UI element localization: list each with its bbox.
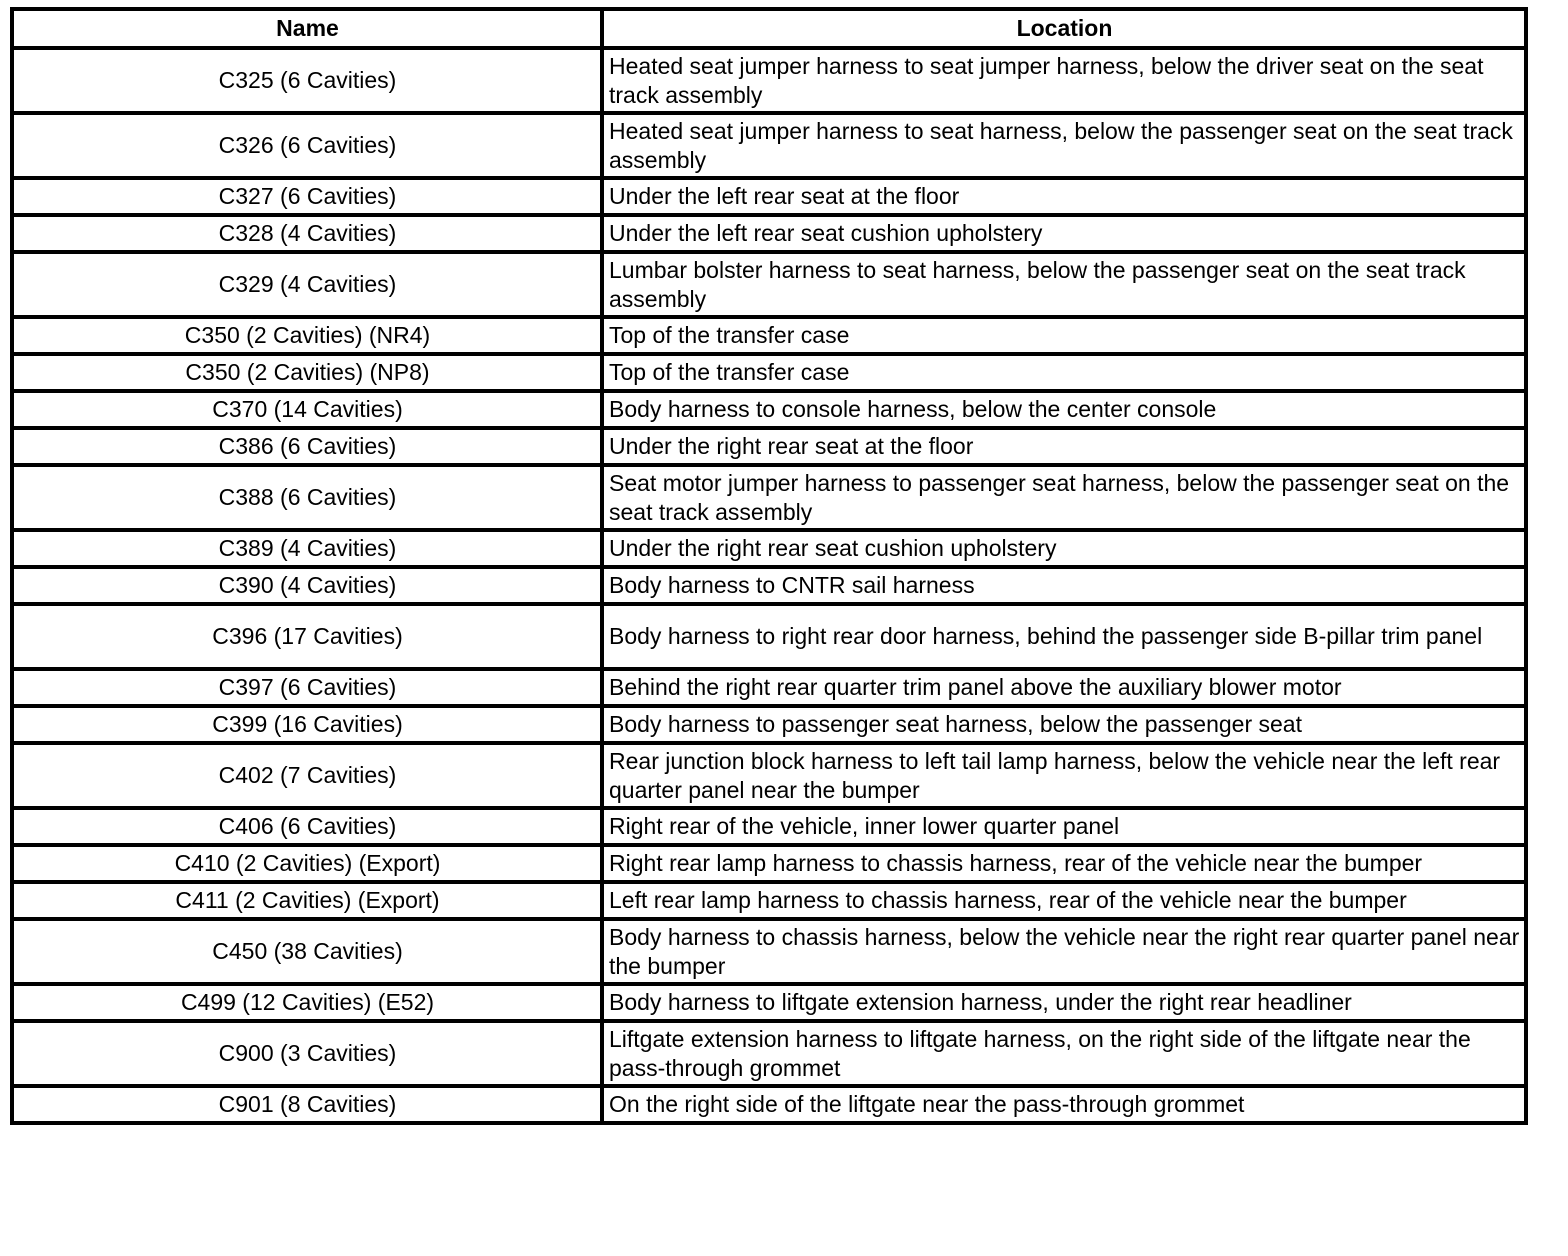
connector-name: C389 (4 Cavities) bbox=[12, 530, 602, 567]
connector-location: Body harness to chassis harness, below the vehicle near the right rear quarter panel near the bumper bbox=[602, 919, 1526, 984]
connector-location: Under the left rear seat cushion upholstery bbox=[602, 215, 1526, 252]
table-row bbox=[12, 215, 1526, 252]
connector-location: Liftgate extension harness to liftgate harness, on the right side of the liftgate near the pass-through grommet bbox=[602, 1021, 1526, 1086]
connector-name: C411 (2 Cavities) (Export) bbox=[12, 882, 602, 919]
table-row bbox=[12, 882, 1526, 919]
table-row bbox=[12, 984, 1526, 1021]
connector-location: Top of the transfer case bbox=[602, 317, 1526, 354]
connector-name: C370 (14 Cavities) bbox=[12, 391, 602, 428]
connector-location-table bbox=[10, 7, 1528, 1125]
connector-location: Right rear of the vehicle, inner lower quarter panel bbox=[602, 808, 1526, 845]
table-row bbox=[12, 567, 1526, 604]
connector-location: Under the right rear seat cushion upholstery bbox=[602, 530, 1526, 567]
connector-name: C396 (17 Cavities) bbox=[12, 604, 602, 669]
connector-name: C329 (4 Cavities) bbox=[12, 252, 602, 317]
table-row bbox=[12, 1086, 1526, 1123]
table-row bbox=[12, 808, 1526, 845]
table-row bbox=[12, 428, 1526, 465]
connector-location: On the right side of the liftgate near the pass-through grommet bbox=[602, 1086, 1526, 1123]
connector-name: C327 (6 Cavities) bbox=[12, 178, 602, 215]
connector-location: Lumbar bolster harness to seat harness, below the passenger seat on the seat track assembly bbox=[602, 252, 1526, 317]
connector-location: Right rear lamp harness to chassis harness, rear of the vehicle near the bumper bbox=[602, 845, 1526, 882]
table-row bbox=[12, 465, 1526, 530]
connector-name: C406 (6 Cavities) bbox=[12, 808, 602, 845]
connector-location: Under the right rear seat at the floor bbox=[602, 428, 1526, 465]
connector-name: C326 (6 Cavities) bbox=[12, 113, 602, 178]
connector-location: Body harness to liftgate extension harness, under the right rear headliner bbox=[602, 984, 1526, 1021]
header-row bbox=[12, 9, 1526, 48]
connector-name: C325 (6 Cavities) bbox=[12, 48, 602, 113]
table-row bbox=[12, 252, 1526, 317]
connector-location: Body harness to passenger seat harness, below the passenger seat bbox=[602, 706, 1526, 743]
connector-name: C350 (2 Cavities) (NP8) bbox=[12, 354, 602, 391]
connector-location: Body harness to console harness, below the center console bbox=[602, 391, 1526, 428]
table-row bbox=[12, 317, 1526, 354]
connector-name: C499 (12 Cavities) (E52) bbox=[12, 984, 602, 1021]
table-row bbox=[12, 743, 1526, 808]
connector-location: Body harness to CNTR sail harness bbox=[602, 567, 1526, 604]
connector-location: Behind the right rear quarter trim panel above the auxiliary blower motor bbox=[602, 669, 1526, 706]
connector-name: C450 (38 Cavities) bbox=[12, 919, 602, 984]
column-header-name: Name bbox=[12, 9, 602, 48]
connector-name: C328 (4 Cavities) bbox=[12, 215, 602, 252]
connector-name: C900 (3 Cavities) bbox=[12, 1021, 602, 1086]
connector-name: C397 (6 Cavities) bbox=[12, 669, 602, 706]
connector-location: Body harness to right rear door harness, behind the passenger side B-pillar trim panel bbox=[602, 604, 1526, 669]
table-row bbox=[12, 919, 1526, 984]
table-row bbox=[12, 669, 1526, 706]
table-row bbox=[12, 113, 1526, 178]
connector-location: Heated seat jumper harness to seat harness, below the passenger seat on the seat track assembly bbox=[602, 113, 1526, 178]
connector-location: Rear junction block harness to left tail lamp harness, below the vehicle near the left rear quarter panel near the bumper bbox=[602, 743, 1526, 808]
connector-location: Seat motor jumper harness to passenger seat harness, below the passenger seat on the seat track assembly bbox=[602, 465, 1526, 530]
table-row bbox=[12, 391, 1526, 428]
connector-name: C388 (6 Cavities) bbox=[12, 465, 602, 530]
connector-name: C390 (4 Cavities) bbox=[12, 567, 602, 604]
table-row bbox=[12, 1021, 1526, 1086]
table-row bbox=[12, 604, 1526, 669]
table-row bbox=[12, 845, 1526, 882]
connector-location: Left rear lamp harness to chassis harness, rear of the vehicle near the bumper bbox=[602, 882, 1526, 919]
table-row bbox=[12, 706, 1526, 743]
connector-name: C386 (6 Cavities) bbox=[12, 428, 602, 465]
table-row bbox=[12, 48, 1526, 113]
connector-location: Under the left rear seat at the floor bbox=[602, 178, 1526, 215]
table-row bbox=[12, 354, 1526, 391]
connector-location: Heated seat jumper harness to seat jumper harness, below the driver seat on the seat track assembly bbox=[602, 48, 1526, 113]
connector-name: C399 (16 Cavities) bbox=[12, 706, 602, 743]
table-row bbox=[12, 178, 1526, 215]
connector-name: C350 (2 Cavities) (NR4) bbox=[12, 317, 602, 354]
column-header-location: Location bbox=[602, 9, 1526, 48]
connector-name: C901 (8 Cavities) bbox=[12, 1086, 602, 1123]
table-row bbox=[12, 530, 1526, 567]
connector-location: Top of the transfer case bbox=[602, 354, 1526, 391]
connector-name: C402 (7 Cavities) bbox=[12, 743, 602, 808]
connector-name: C410 (2 Cavities) (Export) bbox=[12, 845, 602, 882]
